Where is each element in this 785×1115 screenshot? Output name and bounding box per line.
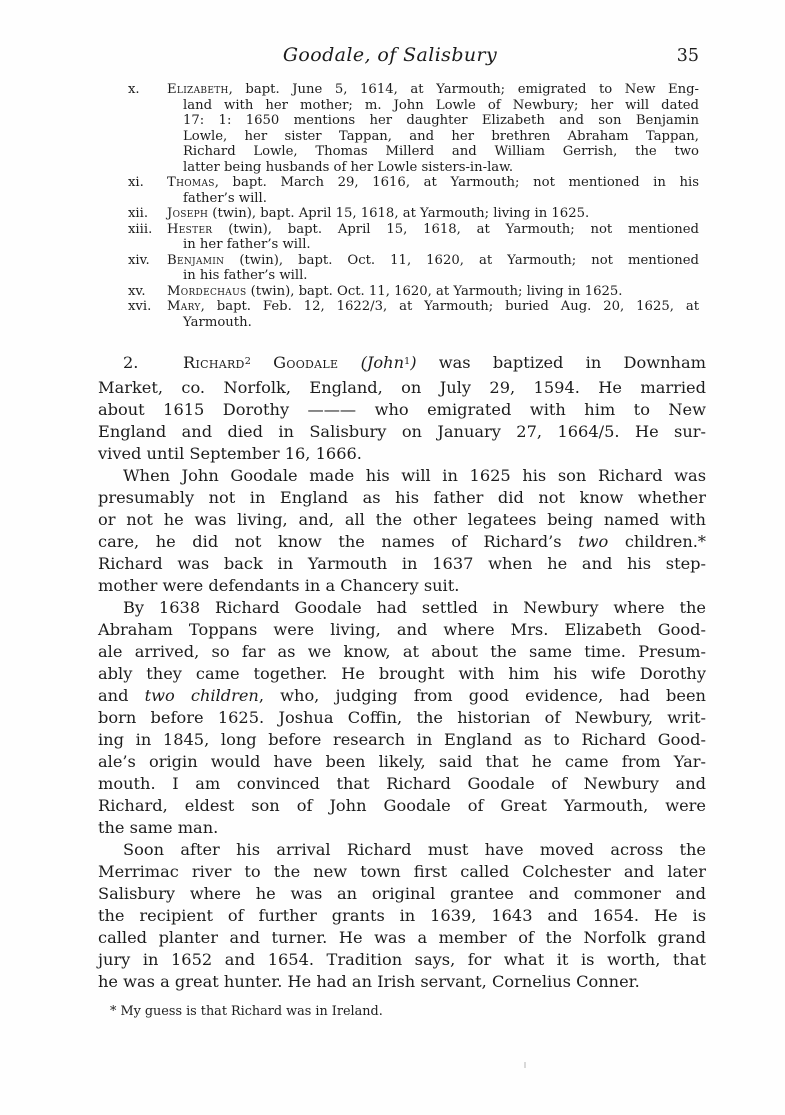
text-line: [98, 399, 706, 421]
text-segment: born before 1625. Joshua Coffin, the historian of Newbury, writ-: [98, 708, 706, 727]
text-segment: the recipient of further grants in 1639, 1643 and 1654. He is: [98, 906, 706, 925]
paragraph: [98, 597, 706, 839]
text-segment: care, he did not know the names of Richard’s: [98, 532, 579, 551]
text-segment: ably they came together. He brought with him his wife Dorothy: [98, 664, 706, 683]
text-segment: Soon after his arrival Richard must have moved across the: [123, 840, 706, 859]
page-number: 35: [676, 46, 699, 66]
text-segment: the same man.: [98, 818, 219, 837]
text-line: [98, 487, 706, 509]
text-segment: When John Goodale made his will in 1625 his son Richard was: [123, 466, 706, 485]
text-segment: Yarmouth.: [183, 314, 252, 330]
styled-text-segment: Goodale: [273, 353, 339, 372]
text-line: [98, 861, 706, 883]
text-segment: in his father’s will.: [183, 268, 308, 283]
text-segment: was baptized in Downham: [416, 353, 706, 372]
text-line: [98, 817, 706, 839]
text-line: [98, 553, 706, 575]
styled-text-segment: two: [578, 532, 609, 551]
child-entry-text: [167, 222, 699, 253]
text-segment: called planter and turner. He was a member of the Norfolk grand: [98, 928, 706, 947]
styled-text-segment: 1: [404, 355, 411, 367]
text-segment: 2.: [123, 353, 183, 372]
child-entry-text: [167, 284, 699, 300]
roman-numeral: xvi.: [128, 299, 152, 314]
text-line: [98, 685, 706, 707]
text-segment: , bapt. March 29, 1616, at Yarmouth; not mentioned in his: [214, 175, 699, 190]
text-line: [167, 144, 699, 160]
styled-text-segment: ): [410, 353, 417, 372]
text-segment: and: [98, 686, 145, 705]
text-line: [98, 641, 706, 663]
text-line: [98, 575, 706, 597]
text-line: [167, 315, 699, 331]
text-line: [98, 751, 706, 773]
text-line: [167, 191, 699, 207]
text-segment: Lowle, her sister Tappan, and her brethren Abraham Tappan,: [183, 128, 699, 144]
child-list-item: [128, 299, 699, 330]
text-segment: children.*: [608, 532, 707, 551]
text-line: [98, 905, 706, 927]
child-entry-text: [167, 175, 699, 206]
text-segment: mother were defendants in a Chancery suit.: [98, 576, 460, 595]
text-segment: By 1638 Richard Goodale had settled in Newbury where the: [123, 598, 706, 617]
footnote: * My guess is that Richard was in Ireland.: [110, 1004, 383, 1019]
child-list-item: [128, 206, 699, 222]
text-line: [98, 773, 706, 795]
styled-text-segment: two children: [144, 686, 259, 705]
child-list-item: [128, 284, 699, 300]
text-line: [167, 284, 699, 300]
text-line: [98, 927, 706, 949]
roman-numeral: xii.: [128, 206, 149, 221]
text-line: [98, 619, 706, 641]
children-list: [128, 82, 699, 330]
roman-numeral: xv.: [128, 283, 146, 299]
styled-text-segment: Mary: [167, 299, 201, 314]
text-line: [167, 98, 699, 114]
text-line: [167, 253, 699, 269]
text-line: [167, 206, 699, 222]
text-line: [98, 465, 706, 487]
roman-numeral: x.: [128, 82, 140, 97]
text-line: [98, 377, 706, 399]
text-line: [98, 443, 706, 465]
text-segment: , bapt. Feb. 12, 1622/3, at Yarmouth; buried Aug. 20, 1625, at: [200, 299, 699, 314]
text-segment: (twin), bapt. April 15, 1618, at Yarmouth; not mentioned: [212, 221, 699, 237]
text-line: [167, 160, 699, 176]
text-segment: Richard Lowle, Thomas Millerd and William Gerrish, the two: [183, 144, 699, 159]
text-segment: ale’s origin would have been likely, said that he came from Yar-: [98, 752, 706, 771]
text-line: [98, 597, 706, 619]
text-segment: Salisbury where he was an original grantee and commoner and: [98, 884, 706, 903]
text-segment: England and died in Salisbury on January 27, 1664/5. He sur-: [98, 422, 706, 441]
text-segment: (twin), bapt. Oct. 11, 1620, at Yarmouth; not mentioned: [224, 252, 699, 268]
text-segment: ing in 1845, long before research in England as to Richard Good-: [98, 730, 706, 749]
running-title: Goodale, of Salisbury: [282, 44, 498, 66]
child-entry-text: [167, 82, 699, 175]
styled-text-segment: 2: [244, 355, 251, 367]
text-line: [167, 237, 699, 253]
text-segment: , bapt. June 5, 1614, at Yarmouth; emigrated to New Eng-: [228, 82, 699, 97]
text-line: [167, 222, 699, 238]
text-segment: or not he was living, and, all the other legatees being named with: [98, 510, 706, 529]
text-line: [167, 82, 699, 98]
text-segment: Merrimac river to the new town first called Colchester and later: [98, 862, 706, 881]
text-line: [98, 421, 706, 443]
text-segment: vived until September 16, 1666.: [98, 444, 362, 463]
text-line: [98, 949, 706, 971]
text-segment: land with her mother; m. John Lowle of Newbury; her will dated: [183, 97, 699, 113]
child-list-item: [128, 82, 699, 175]
paragraph: [98, 839, 706, 993]
text-segment: in her father’s will.: [183, 237, 311, 252]
child-list-item: [128, 253, 699, 284]
text-line: [98, 352, 706, 377]
scan-artifact: [524, 1062, 526, 1068]
text-segment: about 1615 Dorothy ——— who emigrated with him to New: [98, 400, 706, 419]
child-list-item: [128, 222, 699, 253]
styled-text-segment: Joseph: [167, 206, 209, 221]
text-segment: Market, co. Norfolk, England, on July 29, 1594. He married: [98, 378, 706, 397]
roman-numeral: xi.: [128, 175, 144, 190]
text-line: [98, 883, 706, 905]
text-segment: Richard, eldest son of John Goodale of Great Yarmouth, were: [98, 796, 706, 815]
styled-text-segment: Mordechaus: [167, 283, 247, 299]
text-line: [98, 509, 706, 531]
text-segment: [251, 353, 273, 372]
text-line: [167, 175, 699, 191]
styled-text-segment: Benjamin: [167, 252, 225, 268]
paragraph: [98, 352, 706, 465]
text-segment: he was a great hunter. He had an Irish servant, Cornelius Conner.: [98, 972, 640, 991]
text-line: [98, 971, 706, 993]
text-line: [98, 663, 706, 685]
text-segment: ale arrived, so far as we know, at about the same time. Presum-: [98, 642, 706, 661]
paragraph: [98, 465, 706, 597]
styled-text-segment: Richard: [182, 353, 245, 372]
text-segment: latter being husbands of her Lowle sisters-in-law.: [183, 159, 514, 175]
text-line: [167, 129, 699, 145]
text-segment: 17: 1: 1650 mentions her daughter Elizabeth and son Benjamin: [183, 113, 699, 128]
text-line: [98, 707, 706, 729]
styled-text-segment: Elizabeth: [167, 82, 229, 97]
text-line: [98, 729, 706, 751]
text-line: [167, 268, 699, 284]
child-entry-text: [167, 299, 699, 330]
text-line: [167, 299, 699, 315]
styled-text-segment: Hester: [167, 221, 213, 237]
child-entry-text: [167, 253, 699, 284]
child-list-item: [128, 175, 699, 206]
text-segment: [338, 353, 360, 372]
styled-text-segment: Thomas: [167, 175, 215, 190]
text-segment: mouth. I am convinced that Richard Goodale of Newbury and: [98, 774, 706, 793]
text-segment: (twin), bapt. Oct. 11, 1620, at Yarmouth; living in 1625.: [246, 283, 623, 299]
roman-numeral: xiv.: [128, 252, 150, 268]
child-entry-text: [167, 206, 699, 222]
text-line: [167, 113, 699, 129]
text-segment: jury in 1652 and 1654. Tradition says, for what it is worth, that: [98, 950, 706, 969]
text-line: [98, 839, 706, 861]
text-segment: Richard was back in Yarmouth in 1637 when he and his step-: [98, 554, 706, 573]
text-line: [98, 795, 706, 817]
styled-text-segment: (John: [360, 353, 405, 372]
text-segment: father’s will.: [183, 190, 267, 206]
body-text: [98, 352, 706, 993]
text-segment: presumably not in England as his father did not know whether: [98, 488, 706, 507]
text-segment: (twin), bapt. April 15, 1618, at Yarmouth; living in 1625.: [208, 206, 590, 221]
text-line: [98, 531, 706, 553]
roman-numeral: xiii.: [128, 221, 153, 237]
text-segment: , who, judging from good evidence, had been: [258, 686, 706, 705]
text-segment: Abraham Toppans were living, and where Mrs. Elizabeth Good-: [98, 620, 706, 639]
